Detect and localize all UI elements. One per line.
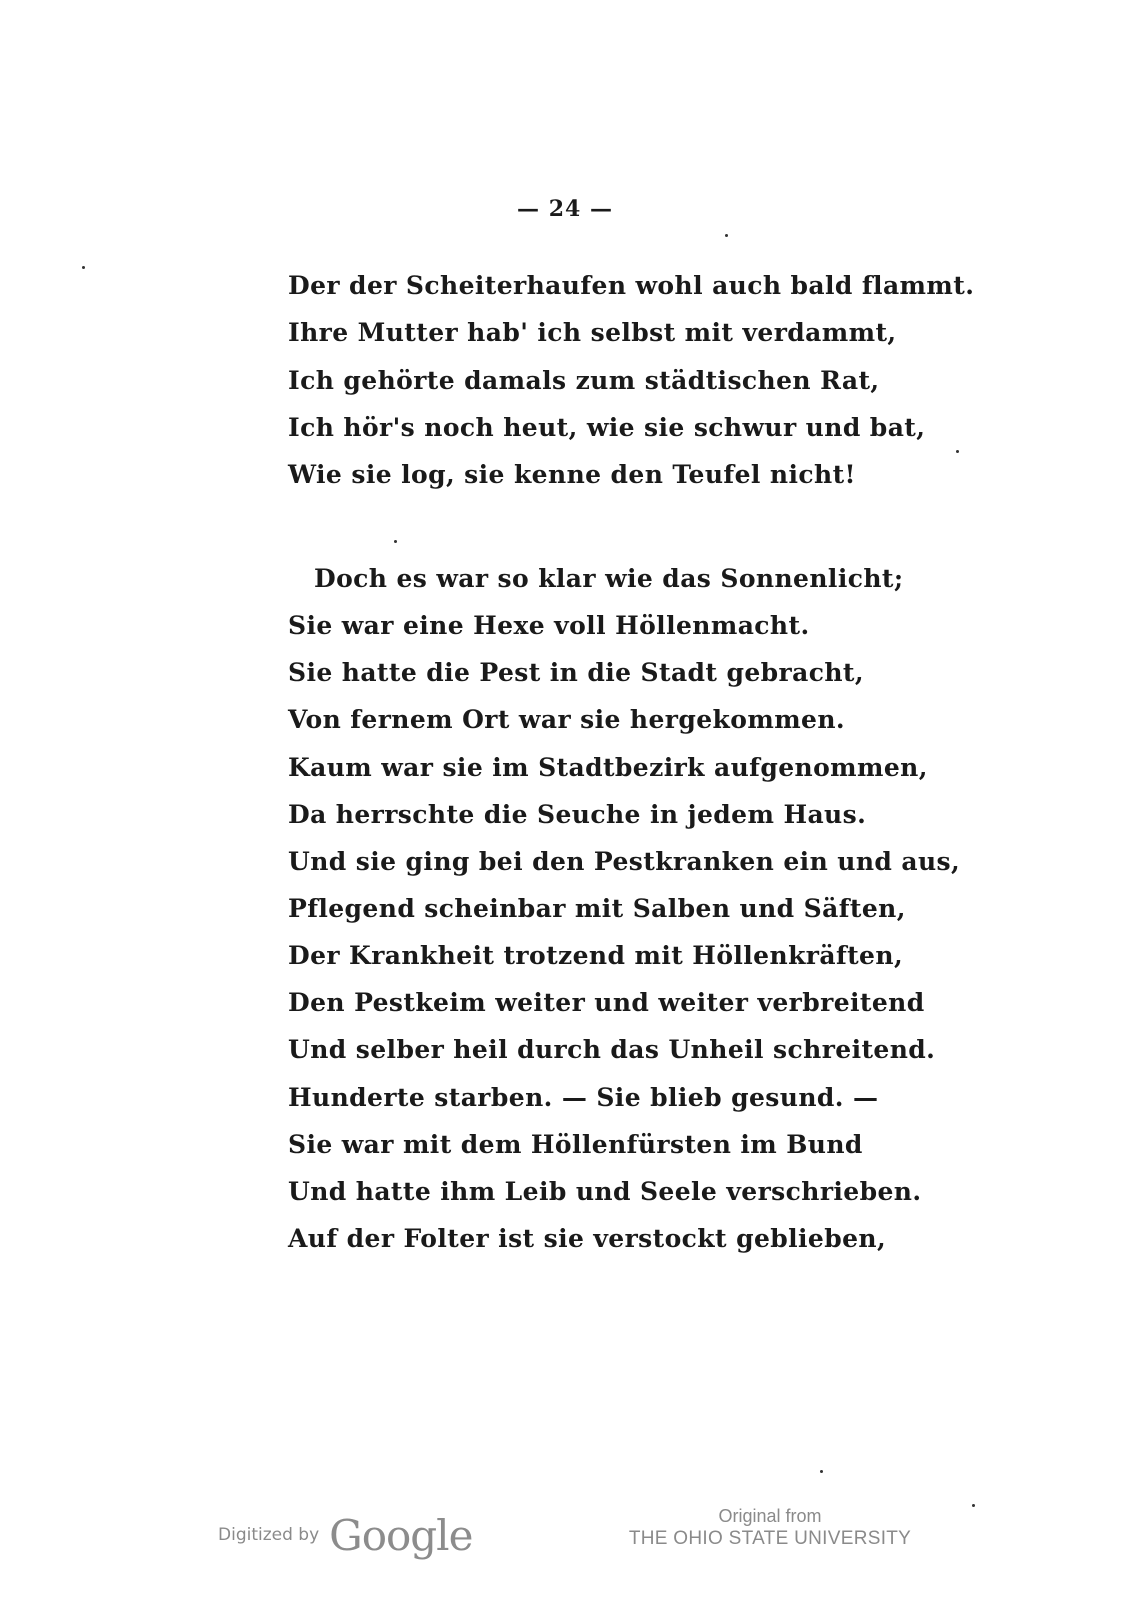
scan-speck xyxy=(820,1470,823,1473)
scan-speck xyxy=(82,266,85,269)
verse-line: Auf der Folter ist sie verstockt geblieben, xyxy=(288,1223,887,1253)
digitized-by-watermark xyxy=(218,1505,472,1565)
scan-speck xyxy=(725,234,728,237)
verse-line: Ich gehörte damals zum städtischen Rat, xyxy=(288,365,880,395)
institution-name: THE OHIO STATE UNIVERSITY xyxy=(628,1528,912,1549)
verse-line: Von fernem Ort war sie hergekommen. xyxy=(288,705,846,735)
stanza-1 xyxy=(288,262,975,498)
verse-line: Wie sie log, sie kenne den Teufel nicht! xyxy=(288,460,856,490)
digitized-by-label: Digitized by xyxy=(218,1525,320,1545)
verse-line: Ich hör's noch heut, wie sie schwur und bat, xyxy=(288,412,926,442)
verse-line: Kaum war sie im Stadtbezirk aufgenommen, xyxy=(288,752,928,782)
google-logo: Google xyxy=(329,1510,473,1560)
verse-line: Ihre Mutter hab' ich selbst mit verdammt, xyxy=(288,318,897,348)
original-source-watermark xyxy=(600,1505,940,1551)
verse-line: Sie war mit dem Höllenfürsten im Bund xyxy=(288,1129,863,1159)
verse-line: Und selber heil durch das Unheil schreitend. xyxy=(288,1035,936,1065)
verse-line: Der der Scheiterhaufen wohl auch bald flammt. xyxy=(288,271,975,300)
verse-line: Der Krankheit trotzend mit Höllenkräften, xyxy=(288,941,904,971)
verse-line: Sie hatte die Pest in die Stadt gebracht, xyxy=(288,658,864,688)
verse-line: Und sie ging bei den Pestkranken ein und aus, xyxy=(288,846,961,876)
scan-speck xyxy=(956,450,959,453)
original-from-label: Original from xyxy=(718,1506,822,1526)
verse-line: Doch es war so klar wie das Sonnenlicht; xyxy=(314,564,904,593)
stanza-2 xyxy=(288,555,961,1262)
scan-speck xyxy=(394,540,397,543)
verse-line: Sie war eine Hexe voll Höllenmacht. xyxy=(288,611,810,641)
verse-line: Und hatte ihm Leib und Seele verschrieben. xyxy=(288,1176,922,1206)
verse-line: Den Pestkeim weiter und weiter verbreitend xyxy=(288,988,925,1018)
verse-line: Da herrschte die Seuche in jedem Haus. xyxy=(288,799,867,829)
verse-line: Pflegend scheinbar mit Salben und Säften, xyxy=(288,893,906,923)
verse-line: Hunderte starben. — Sie blieb gesund. — xyxy=(288,1082,879,1112)
scan-speck xyxy=(972,1504,975,1507)
page-number: — 24 — xyxy=(517,196,613,222)
